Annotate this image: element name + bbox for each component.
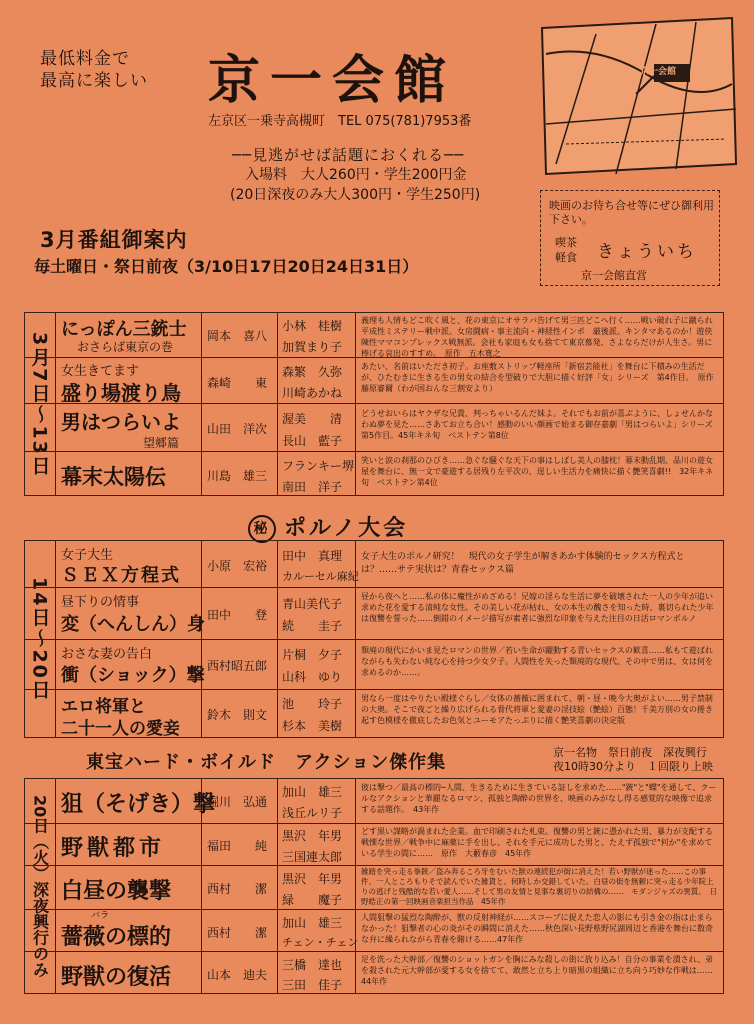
- cafe-operator: 京一会館直営: [581, 269, 647, 282]
- film-row: [25, 779, 723, 823]
- film-subtitle: 望郷篇: [143, 436, 180, 450]
- film-row: [25, 313, 723, 357]
- film-cast-2: 川崎あかね: [282, 386, 343, 400]
- film-cast-1: 三橋 達也: [282, 958, 343, 972]
- film-cast-1: 田中 真理: [282, 549, 343, 563]
- theater-name: 京一会館: [208, 51, 457, 111]
- film-synopsis: 人間狙撃の猛烈な陶酔が、獣の反射神経が……スコープに捉えた恋人の影にも引き金の指は止まらなかった！狙撃者の心の炎がその瞬間に消えた……秋色深い長野県野尻湖周辺と香港を舞台に数奇な弁に繰られながら青春を賭ける……47年作: [361, 913, 713, 944]
- late-night-price: (20日深夜のみ大人300円・学生250円): [230, 187, 481, 203]
- film-cast-1: フランキー堺: [282, 459, 355, 473]
- tagline-line2: 最高に楽しい: [40, 71, 148, 91]
- film-synopsis: 昼から夜へと……私の体に魔性がめざめる！兄嫁の淫らな生活に夢を破壊された一人の少年が追い求めた花を愛する清純な女性。その美しい花が枯れ、女の本生の醜さを知った時、裏切られた少年は復讐を誓った……倒錯のイメージ描写が素者に強烈な印象を与えた注目の日活ロマンポルノ: [361, 592, 714, 623]
- film-title: 衝（ショック）撃: [61, 665, 205, 686]
- film-tag: 女生きてます: [61, 364, 140, 379]
- film-synopsis: 女子大生のポルノ研究！ 現代の女子学生が解きあかす体験的セックス方程式とは？……サテ実状は？青春セックス篇: [361, 552, 685, 575]
- film-cast-2: 南田 洋子: [282, 480, 343, 494]
- schedule-table-2: [24, 540, 724, 738]
- film-cast-1: 池 玲子: [282, 697, 343, 711]
- film-row: [25, 451, 723, 496]
- film-synopsis: 頽廃の現代にかいま見たロマンの世界／若い生命が躍動する青いセックスの歓喜……私もて遊ばれながらも失わない純な心を持つ少女夕子。人間性を失った頽廃的な現代、その中で男は、女は何を求めるのか……。: [361, 646, 713, 677]
- film-title: 幕末太陽伝: [61, 465, 166, 489]
- film-director: 岡本 喜八: [207, 329, 268, 343]
- film-synopsis: 笑いと涙の刹那のひびき……急ぐな騒ぐな天下の事はしばし美人の膝枕！幕末動乱期、品川の遊女屋を舞台に、無一文で豪遊する居残り左平次の、逞しい生活力を痛快に描く艶笑喜劇!! 32年キネ旬 ベストテン第4位: [361, 456, 714, 487]
- cafe-kind: [555, 235, 583, 265]
- film-director: 田中 登: [207, 608, 268, 622]
- film-title: 白昼の襲撃: [61, 879, 172, 904]
- late-show-note: [553, 746, 713, 774]
- film-cast-2: 長山 藍子: [282, 434, 343, 448]
- film-director: 西村 潔: [207, 882, 268, 896]
- film-tag: おさな妻の告白: [61, 647, 153, 662]
- film-synopsis: どうせおいらはヤクザな兄貴、判っちゃいるんだ妹よ。それでもお前が喜ぶように、しょせんかなわぬ夢を見た……さあてお立ち合い！感動のいい顔画で始まる御存嘉劇「男はつらいよ」シリーズ 第5作目。45年キネ旬 ベストテン第8位: [361, 409, 721, 440]
- film-synopsis: 男なら一度はやりたい殿様ぐらし／女体の薔薇に囲まれて、朝・昼・晩今大奥がよい……男子禁制の大奥。そこで夜ごと繰り広げられる脅代将軍と愛妻の淫技絵（艶絵）百態！千美万別の女の捲き起す色模様を徹底したお色気とユーモアたっぷりに描く艶笑喜劇の決定版: [361, 694, 713, 725]
- cafe-ad: [540, 190, 720, 286]
- film-title: 野獣都市: [61, 836, 166, 861]
- film-director: 森崎 東: [207, 376, 268, 390]
- film-cast-2: 杉本 美樹: [282, 719, 343, 733]
- film-cast-1: 加山 雄三: [282, 785, 343, 799]
- late-show-note-line1: 京一名物 祭日前夜 深夜興行: [553, 746, 707, 759]
- schedule-table-3: [24, 778, 724, 994]
- film-cast-2: カルーセル麻紀: [282, 570, 359, 583]
- film-title: 男はつらいよ: [61, 410, 181, 434]
- film-synopsis: 雑踏を突っ走る拳銃／盗み奔るころ牙をむいた獣の連続犯が街に消えた！若い野獣が迷った……この事件、一人ところもりそで読んでいた雑貨と、何時しか交錯していた。白昼の街を無頼に突っ走る少年院上りの逃げと残酷的な若い愛人……そして男の友情と見事な裏切りの結構の…… モダンジャズの異質。 日野皓正の第一回映画音楽担当作品 45年作: [361, 867, 717, 906]
- film-title: エロ将軍と: [61, 697, 146, 717]
- secret-mark: 秘: [248, 515, 276, 543]
- film-synopsis: あたい、名前はいただき初子。お座敷ストリップ軽座所「新宿芸能社」を舞台に下積みの生活だが、ひたむきに生きる生の男女の結合を型破りで大胆に描く好評「女」シリーズ 第4作目。 原作 藤原審爾（わが国おんな三割安より）: [361, 362, 722, 393]
- section2-heading: [248, 511, 408, 543]
- film-row: [25, 865, 723, 910]
- film-cast-2: 緑 魔子: [282, 893, 343, 907]
- slogan: ──見逃がせば話題におくれる──: [232, 146, 465, 164]
- film-director: 山本 迪夫: [207, 968, 268, 982]
- film-synopsis: 彼は撃つ／最高の標的─人間、生きるために生きている証しを求めた……"銃"と"蝶"を通して、クールなアクションと華麗なるロマン、孤独と陶酔の世界を、映画のみがなし得る感覚的な映像で追求する話題作。 43年作: [361, 783, 717, 814]
- film-director: 鈴木 則文: [207, 708, 268, 722]
- cafe-note: 映画のお待ち合せ等にぜひ御利用下さい。: [549, 199, 714, 226]
- cafe-name: きょういち: [597, 242, 697, 262]
- section2-dates-text: 14日〜20日: [28, 577, 51, 701]
- section3-dates-text: 20日（火）深夜興行のみ: [30, 794, 50, 978]
- film-cast-2: 浅丘ルリ子: [282, 806, 343, 820]
- film-cast-2: 加賀まり子: [282, 340, 343, 354]
- late-show-note-line2: 夜10時30分より １回限り上映: [553, 760, 713, 773]
- film-director: 西村昭五郎: [207, 659, 268, 673]
- film-director: 堀川 弘通: [207, 795, 268, 809]
- film-row: [25, 403, 723, 452]
- film-director: 西村 潔: [207, 926, 268, 940]
- schedule-table-1: [24, 312, 724, 496]
- program-schedule: 毎土曜日・祭日前夜（3/10日17日20日24日31日）: [34, 257, 419, 276]
- film-title: 薔薇の標的: [61, 925, 172, 950]
- cafe-kind-line1: 喫茶: [555, 236, 577, 249]
- theater-address: 左京区一乗寺高槻町 TEL 075(781)7953番: [208, 114, 472, 129]
- section1-dates-text: 3月7日〜13日: [28, 331, 51, 477]
- film-cast-2: 山科 ゆり: [282, 670, 343, 684]
- location-map: [536, 14, 742, 182]
- film-title-line2: 二十一人の愛妾: [61, 719, 180, 739]
- film-tag: 女子大生: [61, 548, 114, 563]
- film-director: 福田 純: [207, 839, 268, 853]
- film-cast-1: 渥美 清: [282, 412, 343, 426]
- film-row: [25, 357, 723, 404]
- film-title-ruby: バラ: [91, 911, 110, 921]
- film-cast-1: 黒沢 年男: [282, 872, 343, 886]
- film-title: 野獣の復活: [61, 965, 172, 990]
- film-director: 川島 雄三: [207, 469, 268, 483]
- film-row: [25, 541, 723, 587]
- film-title: ＳＥＸ方程式: [61, 565, 181, 586]
- map-drawing: [536, 14, 742, 182]
- program-title: 3月番組御案内: [40, 228, 188, 252]
- tagline: [40, 48, 148, 92]
- film-cast-1: 黒沢 年男: [282, 829, 343, 843]
- film-director: 小原 宏裕: [207, 559, 268, 573]
- tagline-line1: 最低料金で: [40, 49, 130, 69]
- film-cast-2: 三田 佳子: [282, 978, 343, 992]
- film-row: [25, 689, 723, 738]
- section2-title: ポルノ大会: [284, 516, 409, 541]
- film-director: 山田 洋次: [207, 422, 268, 436]
- film-cast-1: 森繁 久弥: [282, 365, 343, 379]
- film-synopsis: 足を洗った大幹部／復讐のショットガンを胸にみな殺しの街に放り込み！自分の事業を潰され、弟を殺された元大幹部が愛する女を捨てて、敢然と立ち上り暗黒の組織に立ち向う巧妙な作戦は…… 44年作: [361, 955, 721, 986]
- section3-title: 東宝ハード・ボイルド アクション傑作集: [86, 752, 447, 773]
- film-row: [25, 909, 723, 952]
- film-title: にっぽん三銃士: [61, 319, 187, 340]
- film-subtitle: おさらば東京の巻: [77, 340, 174, 354]
- film-title: 狙（そげき）撃: [61, 792, 216, 817]
- film-cast-2: 続 圭子: [282, 619, 343, 633]
- film-row: [25, 587, 723, 640]
- film-cast-1: 小林 桂樹: [282, 319, 343, 333]
- film-synopsis: 義理も人情もどこ吹く風と、花の東京にオサラバ告げて男三匹どこへ行く……戦い破れ子に蹴られ平成性ミステリー戦中派。女房闘病・事主流向・神経性インポ 厳後派。キンタマあるのか！遊侠陳性ママコンプレックス戦無派。会社も家庭も女も捨てて東京慕発、さよならだけが人生さ。男に棒げる哀出のすすめ。 原作 五木寛之: [361, 316, 713, 358]
- film-cast-1: 加山 雄三: [282, 916, 343, 930]
- film-cast-1: 青山美代子: [282, 597, 343, 611]
- film-row: [25, 639, 723, 690]
- film-row: [25, 951, 723, 994]
- film-cast-1: 片桐 夕子: [282, 648, 343, 662]
- film-row: [25, 823, 723, 866]
- film-title: 盛り場渡り鳥: [61, 381, 181, 405]
- map-theater-label: 京一会館: [640, 67, 677, 77]
- film-tag: 昼下りの情事: [61, 595, 140, 610]
- film-synopsis: どす黒い謀略が渦まれた企業。血で印刷された札束。復讐の男と銃に憑かれた男、暴力が支配する戦慄な世界／戦争中に麻薬に手を出し、それを手元に成功した男と、たえず孤独で"何か"を求めている学生の間に…… 原作 大藪春彦 45年作: [361, 827, 713, 858]
- film-cast-2: チェン・チェン: [282, 936, 359, 949]
- cafe-kind-line2: 軽食: [555, 251, 577, 264]
- admission-price: 入場料 大人260円・学生200円金: [245, 167, 467, 183]
- film-title: 変（へんしん）身: [61, 614, 205, 635]
- film-cast-2: 三国連太郎: [282, 850, 343, 864]
